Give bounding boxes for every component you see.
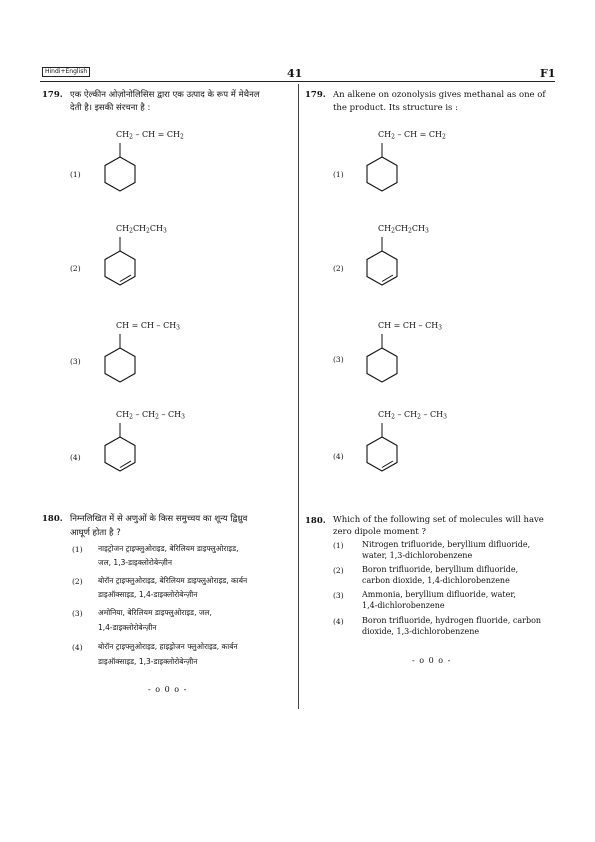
page-number: 41 bbox=[287, 67, 303, 80]
cyclohexene-structure-icon bbox=[100, 237, 140, 297]
cyclohexene-structure-icon bbox=[100, 423, 140, 483]
q180-opt4-line1-hi: बोरॉन ट्राइफ्लुओराइड, हाइड्रोजन फ्लुओराइड, कार्बन bbox=[98, 642, 238, 651]
cyclohexane-structure-icon bbox=[100, 143, 140, 203]
q180-opt4-line2-en: dioxide, 1,3-dichlorobenzene bbox=[362, 627, 480, 636]
q180-opt2-line2-en: carbon dioxide, 1,4-dichlorobenzene bbox=[362, 576, 510, 585]
q179-opt1-label-hi: (1) bbox=[70, 170, 81, 179]
q180-opt1-line2-en: water, 1,3-dichlorobenzene bbox=[362, 551, 473, 560]
q180-number-en: 180. bbox=[305, 516, 326, 526]
end-mark-left: - o 0 o - bbox=[148, 685, 188, 694]
q179-opt1-formula-hi: $CH_2$ – CH = $CH_2$ bbox=[116, 130, 184, 141]
q179-text-hi-line1: एक ऐल्कीन ओज़ोनोलिसिस द्वारा एक उत्पाद के रूप में मेथैनल bbox=[70, 90, 260, 100]
q180-opt2-label-hi: (2) bbox=[72, 577, 83, 586]
q179-opt2-formula-en: $CH_2CH_2CH_3$ bbox=[378, 224, 429, 235]
q180-text-hi-line2: आघूर्ण होता है ? bbox=[70, 528, 121, 538]
paper-code: F1 bbox=[540, 67, 556, 80]
q180-opt4-label-en: (4) bbox=[333, 617, 344, 626]
q180-opt2-line1-hi: बोरॉन ट्राइफ्लुओराइड, बेरिलियम डाइफ्लुओराइड, कार्बन bbox=[98, 576, 248, 585]
q180-text-hi-line1: निम्नलिखित में से अणुओं के किस समुच्चय का शून्य द्विध्रुव bbox=[70, 514, 248, 524]
q180-opt2-label-en: (2) bbox=[333, 566, 344, 575]
q179-text-hi-line2: देती है। इसकी संरचना है : bbox=[70, 103, 151, 113]
header-rule bbox=[40, 81, 555, 82]
q180-opt1-label-en: (1) bbox=[333, 541, 344, 550]
q180-opt1-line1-hi: नाइट्रोजन ट्राइफ्लुओराइड, बेरिलियम डाइफ्लुओराइड, bbox=[98, 544, 239, 553]
q179-opt4-label-hi: (4) bbox=[70, 453, 81, 462]
cyclohexene-structure-icon bbox=[362, 237, 402, 297]
q179-text-en-line2: the product. Its structure is : bbox=[333, 103, 458, 113]
q180-opt4-line2-hi: डाइऑक्साइड, 1,3-डाइक्लोरोबेन्ज़ीन bbox=[98, 657, 198, 666]
q180-number-hi: 180. bbox=[42, 514, 63, 524]
q179-number-hi: 179. bbox=[42, 90, 63, 100]
q180-opt4-line1-en: Boron trifluoride, hydrogen fluoride, carbon bbox=[362, 616, 542, 625]
q180-opt4-label-hi: (4) bbox=[72, 643, 83, 652]
q179-opt3-label-hi: (3) bbox=[70, 357, 81, 366]
q179-opt4-formula-en: $CH_2 - CH_2 - CH_3$ bbox=[378, 410, 447, 421]
q180-opt3-label-en: (3) bbox=[333, 591, 344, 600]
q179-opt1-label-en: (1) bbox=[333, 170, 344, 179]
q180-opt1-line1-en: Nitrogen trifluoride, beryllium difluoride, bbox=[362, 540, 531, 549]
end-mark-right: - o 0 o - bbox=[412, 656, 452, 665]
q180-opt3-line1-hi: अमोनिया, बेरिलियम डाइफ्लुओराइड, जल, bbox=[98, 608, 212, 617]
q179-opt3-label-en: (3) bbox=[333, 355, 344, 364]
q179-opt2-formula-hi: $CH_2CH_2CH_3$ bbox=[116, 224, 167, 235]
q180-text-en-line1: Which of the following set of molecules will have bbox=[333, 515, 544, 525]
column-divider bbox=[298, 84, 299, 709]
cyclohexene-structure-icon bbox=[362, 423, 402, 483]
q180-opt1-label-hi: (1) bbox=[72, 545, 83, 554]
q180-text-en-line2: zero dipole moment ? bbox=[333, 527, 426, 537]
cyclohexane-structure-icon bbox=[362, 334, 402, 394]
q179-opt3-formula-hi: CH = CH – $CH_3$ bbox=[116, 321, 180, 332]
q179-opt4-label-en: (4) bbox=[333, 452, 344, 461]
q180-opt3-line2-hi: 1,4-डाइक्लोरोबेन्ज़ीन bbox=[98, 623, 157, 632]
language-tag: Hindi+English bbox=[42, 67, 90, 77]
q179-text-en-line1: An alkene on ozonolysis gives methanal as one of bbox=[333, 90, 546, 100]
q179-opt4-formula-hi: $CH_2 - CH_2 - CH_3$ bbox=[116, 410, 185, 421]
q179-opt3-formula-en: CH = CH – $CH_3$ bbox=[378, 321, 442, 332]
q180-opt1-line2-hi: जल, 1,3-डाइक्लोरोबेन्ज़ीन bbox=[98, 558, 173, 567]
q179-opt2-label-en: (2) bbox=[333, 264, 344, 273]
q179-opt2-label-hi: (2) bbox=[70, 264, 81, 273]
q180-opt3-label-hi: (3) bbox=[72, 609, 83, 618]
q180-opt2-line2-hi: डाइऑक्साइड, 1,4-डाइक्लोरोबेन्ज़ीन bbox=[98, 590, 198, 599]
q179-number-en: 179. bbox=[305, 90, 326, 100]
cyclohexane-structure-icon bbox=[362, 143, 402, 203]
cyclohexane-structure-icon bbox=[100, 334, 140, 394]
q180-opt3-line2-en: 1,4-dichlorobenzene bbox=[362, 601, 445, 610]
q180-opt2-line1-en: Boron trifluoride, beryllium difluoride, bbox=[362, 565, 519, 574]
q179-opt1-formula-en: $CH_2$ – CH = $CH_2$ bbox=[378, 130, 446, 141]
q180-opt3-line1-en: Ammonia, beryllium difluoride, water, bbox=[362, 590, 516, 599]
